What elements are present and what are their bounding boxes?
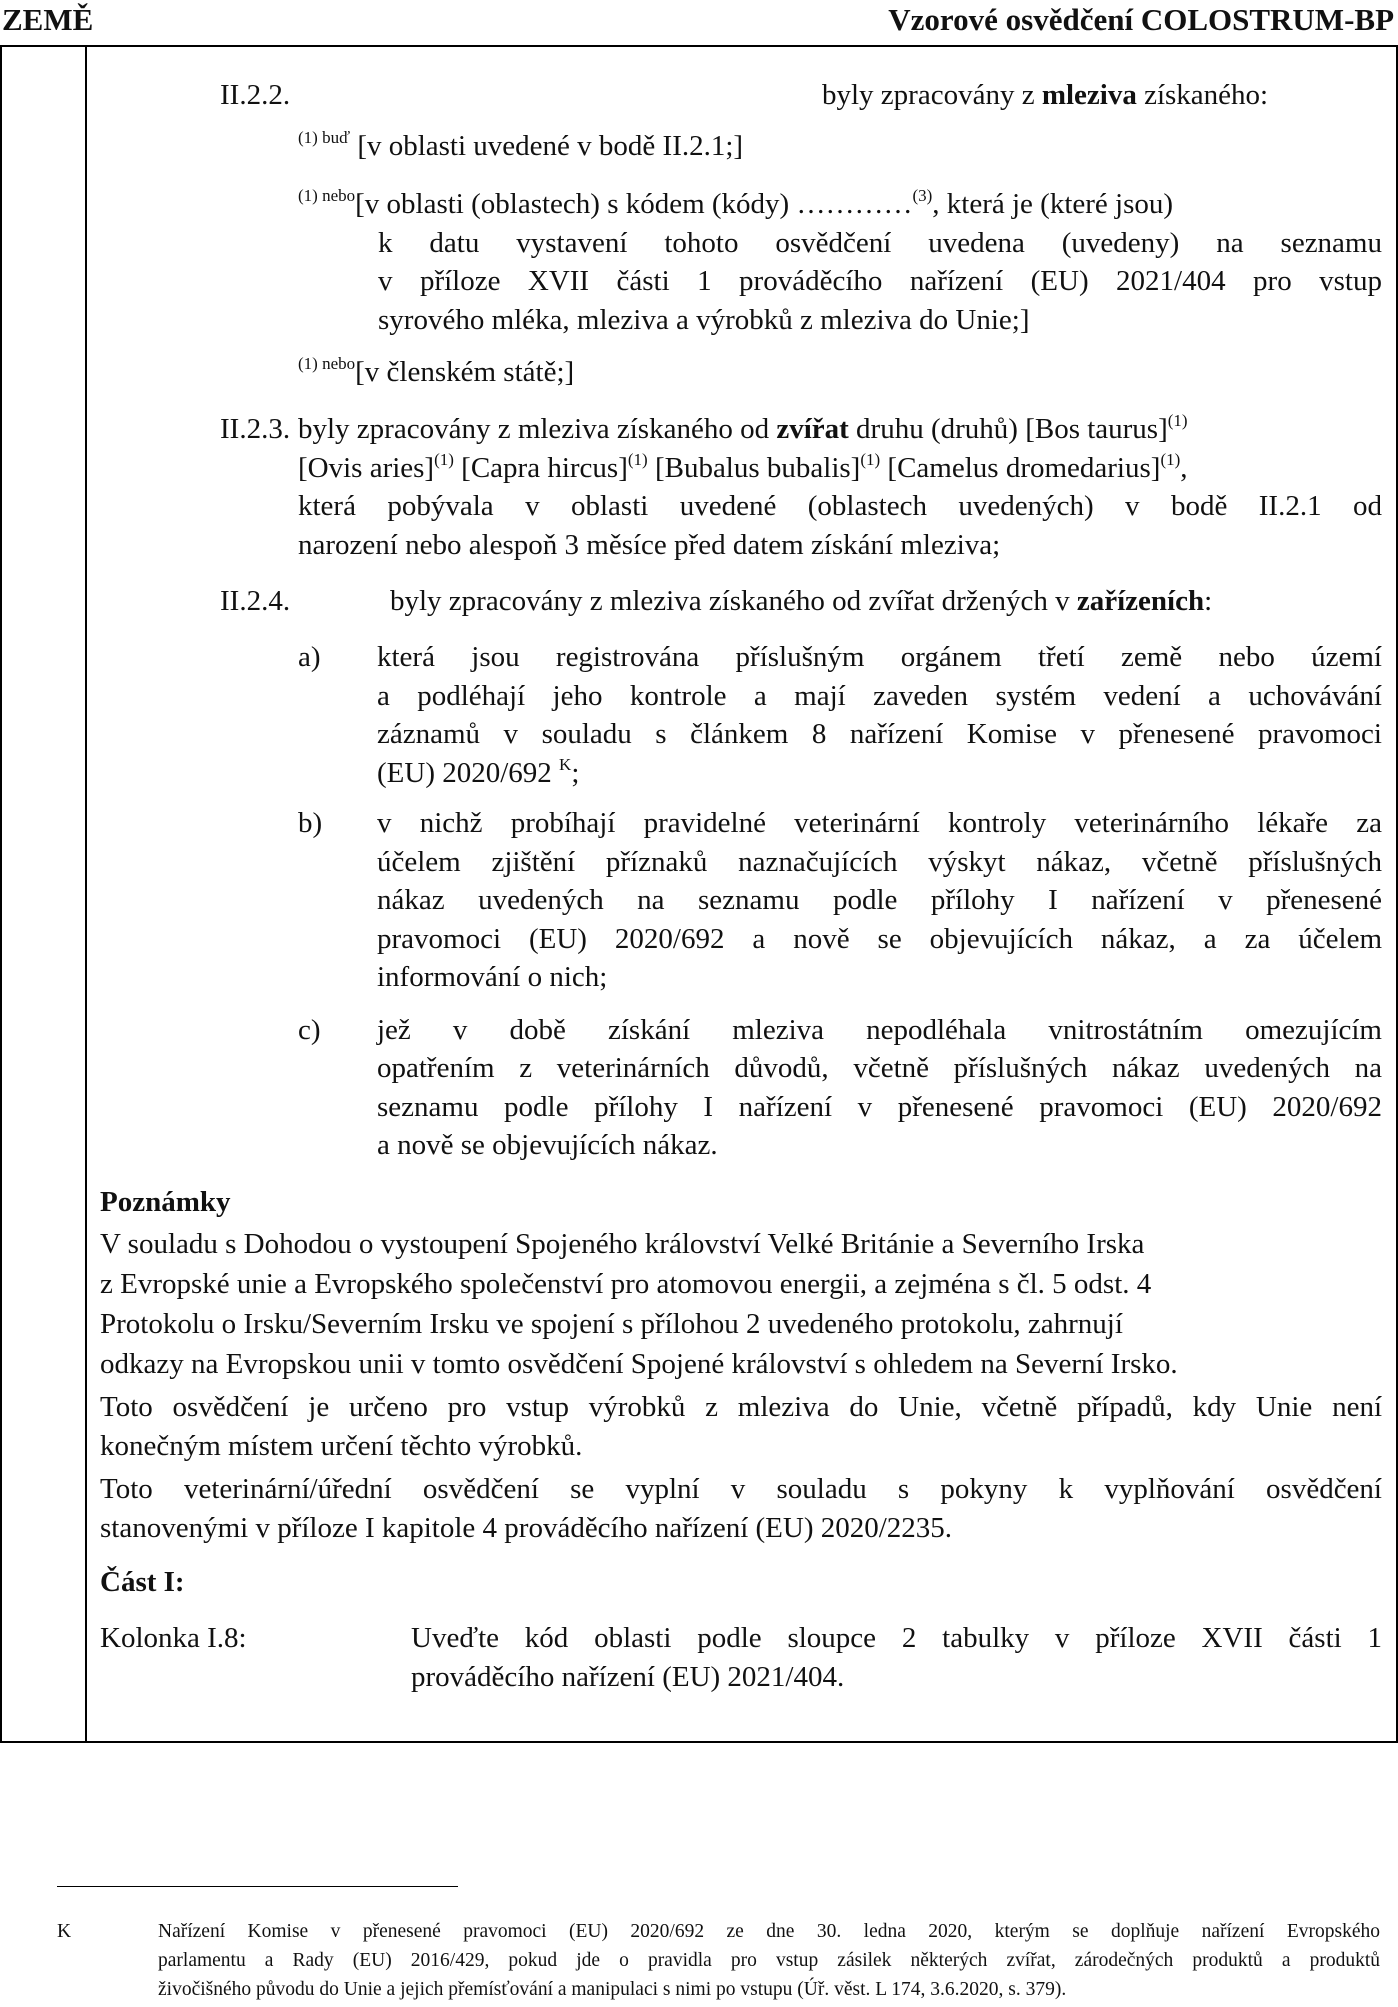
notes-p1-line-3: Protokolu o Irsku/Severním Irsku ve spojení s přílohou 2 uvedeného protokolu, zahrnují bbox=[100, 1308, 1123, 1340]
section-ii-2-3-line-4: narození nebo alespoň 3 měsíce před datem získání mleziva; bbox=[298, 529, 1001, 561]
option-nebo-1: $^{(1) nebo}$[v oblasti (oblastech) s kódem (kódy) …………$^{(3)}$, která je (které jsou) bbox=[298, 186, 1174, 220]
option-nebo-2: $^{(1) nebo}$[v členském státě;] bbox=[298, 354, 575, 388]
box-left-border bbox=[0, 45, 2, 1743]
footnote-line-1: Nařízení Komise v přenesené pravomoci (EU) 2020/692 ze dne 30. ledna 2020, kterým se doplňuje nařízení Evropského bbox=[158, 1921, 1380, 1942]
item-a-line-3: záznamů v souladu s článkem 8 nařízení Komise v přenesené pravomoci bbox=[377, 718, 1382, 750]
section-number-ii-2-3: II.2.3. bbox=[220, 413, 291, 445]
option-nebo-1-line-4: syrového mléka, mleziva a výrobků z mleziva do Unie;] bbox=[378, 304, 1030, 336]
box-i8-line-1: Uveďte kód oblasti podle sloupce 2 tabulky v příloze XVII části 1 bbox=[411, 1622, 1382, 1654]
item-b-line-3: nákaz uvedených na seznamu podle přílohy I nařízení v přenesené bbox=[377, 884, 1382, 916]
box-top-border bbox=[0, 45, 1398, 47]
item-b-label: b) bbox=[298, 807, 323, 839]
section-ii-2-3-line-2: [Ovis aries]$^{(1)}$ [Capra hircus]$^{(1)}$ [Bubalus bubalis]$^{(1)}$ [Camelus dromedarius]$^{(1)}$, bbox=[298, 450, 1188, 484]
notes-p1-line-2: z Evropské unie a Evropského společenství pro atomovou energii, a zejména s čl. 5 odst. 4 bbox=[100, 1268, 1152, 1300]
item-a-line-2: a podléhají jeho kontrole a mají zaveden systém vedení a uchovávání bbox=[377, 680, 1382, 712]
footnote-line-2: parlamentu a Rady (EU) 2016/429, pokud jde o pravidla pro vstup zásilek některých zvířat, zárodečných produktů a produktů bbox=[158, 1950, 1380, 1971]
notes-p2-line-2: konečným místem určení těchto výrobků. bbox=[100, 1430, 583, 1462]
notes-p1-line-4: odkazy na Evropskou unii v tomto osvědčení Spojené království s ohledem na Severní Irsko. bbox=[100, 1348, 1178, 1380]
notes-p3-line-2: stanovenými v příloze I kapitole 4 prováděcího nařízení (EU) 2020/2235. bbox=[100, 1512, 953, 1544]
header-country: ZEMĚ bbox=[2, 2, 94, 37]
item-c-line-3: seznamu podle přílohy I nařízení v přenesené pravomoci (EU) 2020/692 bbox=[377, 1091, 1382, 1123]
item-a-line-1: která jsou registrována příslušným orgánem třetí země nebo území bbox=[377, 641, 1382, 673]
box-inner-border bbox=[85, 45, 87, 1743]
notes-p3-line-1: Toto veterinární/úřední osvědčení se vyplní v souladu s pokyny k vyplňování osvědčení bbox=[100, 1473, 1382, 1505]
option-nebo-1-line-3: v příloze XVII části 1 prováděcího nařízení (EU) 2021/404 pro vstup bbox=[378, 265, 1382, 297]
section-ii-2-4-intro: byly zpracovány z mleziva získaného od zvířat držených v zařízeních: bbox=[390, 585, 1213, 617]
item-c-line-4: a nově se objevujících nákaz. bbox=[377, 1129, 718, 1161]
item-b-line-1: v nichž probíhají pravidelné veterinární kontroly veterinárního lékaře za bbox=[377, 807, 1382, 839]
item-b-line-2: účelem zjištění příznaků naznačujících výskyt nákaz, včetně příslušných bbox=[377, 846, 1382, 878]
footnote-marker: K bbox=[57, 1921, 72, 1942]
part-i-heading: Část I: bbox=[100, 1566, 185, 1598]
item-b-line-4: pravomoci (EU) 2020/692 a nově se objevujících nákaz, a za účelem bbox=[377, 923, 1382, 955]
section-number-ii-2-4: II.2.4. bbox=[220, 585, 291, 617]
box-i8-label: Kolonka I.8: bbox=[100, 1622, 247, 1654]
item-a-label: a) bbox=[298, 641, 321, 673]
footnote-line-3: živočišného původu do Unie a jejich přemísťování a manipulaci s nimi po vstupu (Úř. věst. L 174, 3.6.2020, s. 379). bbox=[158, 1979, 1067, 2000]
box-i8-line-2: prováděcího nařízení (EU) 2021/404. bbox=[411, 1661, 845, 1693]
item-c-line-1: jež v době získání mleziva nepodléhala vnitrostátním omezujícím bbox=[377, 1014, 1382, 1046]
section-ii-2-3-line-1: byly zpracovány z mleziva získaného od zvířat druhu (druhů) [Bos taurus]$^{(1)}$ bbox=[298, 411, 1188, 445]
item-a-line-4: (EU) 2020/692 $^K$; bbox=[377, 755, 580, 789]
section-ii-2-3-line-3: která pobývala v oblasti uvedené (oblastech uvedených) v bodě II.2.1 od bbox=[298, 490, 1382, 522]
option-bud: $^{(1) buď}$ [v oblasti uvedené v bodě II.2.1;] bbox=[298, 128, 744, 162]
item-b-line-5: informování o nich; bbox=[377, 961, 608, 993]
section-number-ii-2-2: II.2.2. bbox=[220, 79, 291, 111]
notes-heading: Poznámky bbox=[100, 1186, 231, 1218]
item-c-line-2: opatřením z veterinárních důvodů, včetně příslušných nákaz uvedených na bbox=[377, 1052, 1382, 1084]
notes-p1-line-1: V souladu s Dohodou o vystoupení Spojeného království Velké Británie a Severního Irska bbox=[100, 1228, 1145, 1260]
option-nebo-1-line-2: k datu vystavení tohoto osvědčení uvedena (uvedeny) na seznamu bbox=[378, 227, 1382, 259]
footnote-separator bbox=[57, 1886, 458, 1887]
header-certificate-title: Vzorové osvědčení COLOSTRUM-BP bbox=[888, 2, 1394, 37]
box-bottom-border bbox=[0, 1741, 1398, 1743]
section-ii-2-2-intro: byly zpracovány z mleziva získaného: bbox=[822, 79, 1269, 111]
item-c-label: c) bbox=[298, 1014, 321, 1046]
notes-p2-line-1: Toto osvědčení je určeno pro vstup výrobků z mleziva do Unie, včetně případů, kdy Unie není bbox=[100, 1391, 1382, 1423]
